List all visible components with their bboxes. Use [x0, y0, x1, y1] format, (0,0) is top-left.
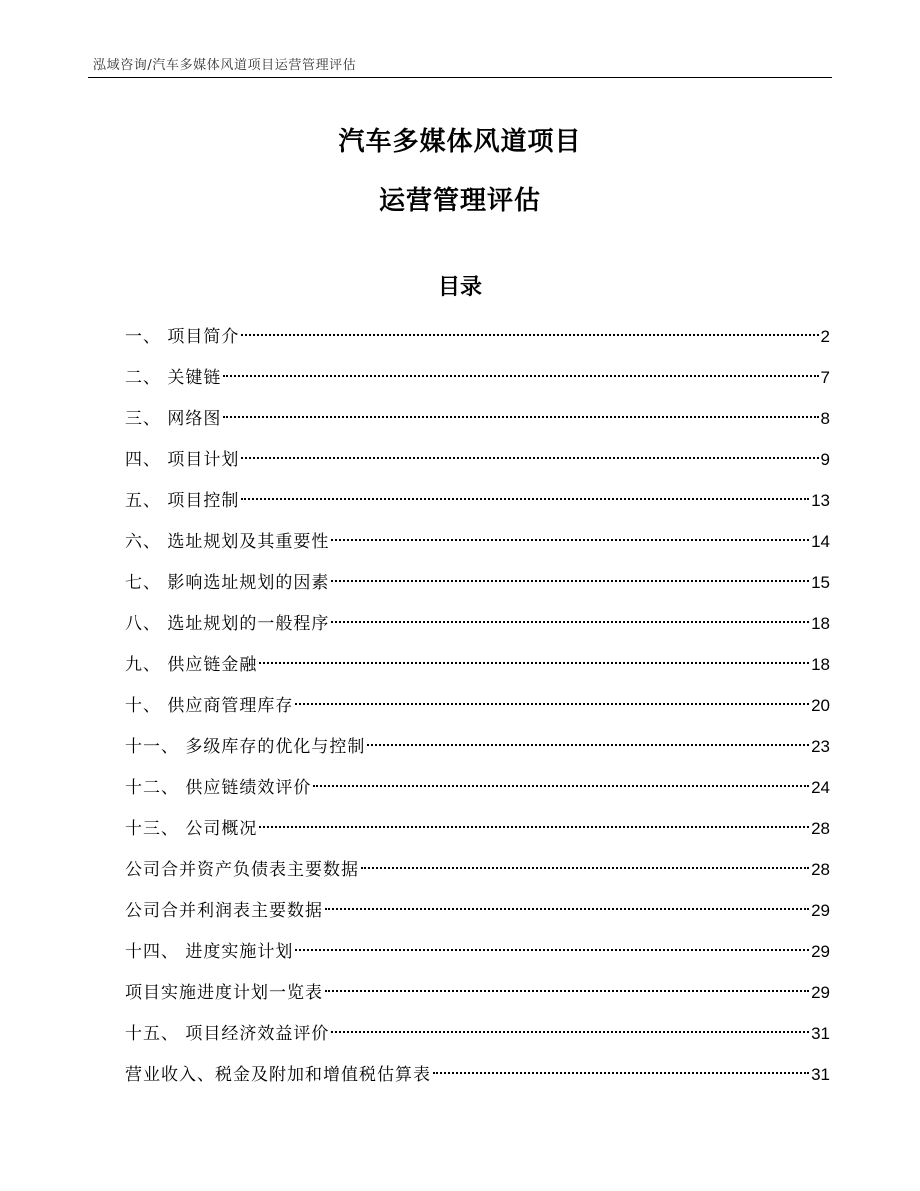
toc-entry[interactable] — [125, 814, 830, 855]
toc-entry-label: 十三、 公司概况 — [125, 819, 258, 839]
toc-entry[interactable] — [125, 691, 830, 732]
toc-entry-label: 十二、 供应链绩效评价 — [125, 778, 312, 798]
toc-entry[interactable] — [125, 855, 830, 896]
toc-entry[interactable] — [125, 1019, 830, 1060]
toc-dot-leader — [295, 949, 809, 951]
toc-entry-page: 28 — [811, 819, 830, 838]
toc-entry-label: 十、 供应商管理库存 — [125, 696, 294, 716]
toc-entry-label: 一、 项目简介 — [125, 327, 240, 347]
toc-entry[interactable] — [125, 896, 830, 937]
toc-entry[interactable] — [125, 322, 830, 363]
toc-entry[interactable] — [125, 568, 830, 609]
toc-dot-leader — [241, 457, 818, 459]
toc-entry-label: 二、 关键链 — [125, 368, 222, 388]
toc-entry[interactable] — [125, 363, 830, 404]
toc-entry[interactable] — [125, 1060, 830, 1101]
toc-entry-page: 9 — [820, 450, 830, 469]
document-title-line-1: 汽车多媒体风道项目 — [338, 127, 582, 157]
toc-entry-page: 31 — [811, 1024, 830, 1043]
toc-entry-page: 29 — [811, 942, 830, 961]
toc-entry-label: 五、 项目控制 — [125, 491, 240, 511]
toc-dot-leader — [331, 580, 809, 582]
toc-entry[interactable] — [125, 732, 830, 773]
toc-entry-label: 公司合并利润表主要数据 — [125, 901, 323, 921]
toc-entry[interactable] — [125, 937, 830, 978]
toc-entry-label: 项目实施进度计划一览表 — [125, 983, 323, 1003]
toc-entry-label: 四、 项目计划 — [125, 450, 240, 470]
toc-dot-leader — [223, 416, 818, 418]
toc-entry-page: 14 — [811, 532, 830, 551]
toc-entry-page: 23 — [811, 737, 830, 756]
toc-dot-leader — [331, 621, 809, 623]
table-of-contents — [125, 322, 830, 1101]
toc-dot-leader — [259, 662, 809, 664]
toc-entry-page: 13 — [811, 491, 830, 510]
toc-entry[interactable] — [125, 609, 830, 650]
toc-entry-label: 九、 供应链金融 — [125, 655, 258, 675]
toc-entry[interactable] — [125, 404, 830, 445]
header-rule — [88, 77, 832, 78]
running-header: 泓域咨询/汽车多媒体风道项目运营管理评估 — [93, 58, 357, 73]
toc-entry[interactable] — [125, 978, 830, 1019]
toc-entry-page: 7 — [820, 368, 830, 387]
toc-entry-page: 2 — [820, 327, 830, 346]
toc-dot-leader — [331, 539, 809, 541]
toc-entry-label: 营业收入、税金及附加和增值税估算表 — [125, 1065, 431, 1085]
toc-entry[interactable] — [125, 445, 830, 486]
document-title-line-2: 运营管理评估 — [378, 186, 541, 216]
toc-entry-page: 29 — [811, 983, 830, 1002]
toc-entry-page: 18 — [811, 655, 830, 674]
toc-entry-label: 公司合并资产负债表主要数据 — [125, 860, 359, 880]
toc-entry[interactable] — [125, 650, 830, 691]
toc-entry-page: 8 — [820, 409, 830, 428]
toc-dot-leader — [241, 334, 818, 336]
toc-dot-leader — [259, 826, 809, 828]
toc-entry-page: 15 — [811, 573, 830, 592]
toc-entry-page: 24 — [811, 778, 830, 797]
toc-entry-label: 八、 选址规划的一般程序 — [125, 614, 330, 634]
toc-entry-page: 31 — [811, 1065, 830, 1084]
toc-dot-leader — [295, 703, 809, 705]
toc-entry-label: 三、 网络图 — [125, 409, 222, 429]
toc-entry-label: 六、 选址规划及其重要性 — [125, 532, 330, 552]
toc-dot-leader — [433, 1072, 809, 1074]
toc-dot-leader — [325, 990, 809, 992]
toc-entry[interactable] — [125, 773, 830, 814]
toc-entry-label: 十五、 项目经济效益评价 — [125, 1024, 330, 1044]
toc-entry-page: 29 — [811, 901, 830, 920]
toc-entry-label: 七、 影响选址规划的因素 — [125, 573, 330, 593]
toc-entry-page: 28 — [811, 860, 830, 879]
toc-entry[interactable] — [125, 486, 830, 527]
toc-entry-page: 20 — [811, 696, 830, 715]
toc-dot-leader — [313, 785, 809, 787]
toc-dot-leader — [361, 867, 809, 869]
toc-entry[interactable] — [125, 527, 830, 568]
toc-dot-leader — [241, 498, 809, 500]
toc-dot-leader — [223, 375, 818, 377]
toc-entry-label: 十一、 多级库存的优化与控制 — [125, 737, 366, 757]
toc-dot-leader — [325, 908, 809, 910]
toc-heading: 目录 — [437, 275, 482, 300]
toc-entry-page: 18 — [811, 614, 830, 633]
toc-dot-leader — [367, 744, 809, 746]
toc-dot-leader — [331, 1031, 809, 1033]
toc-entry-label: 十四、 进度实施计划 — [125, 942, 294, 962]
